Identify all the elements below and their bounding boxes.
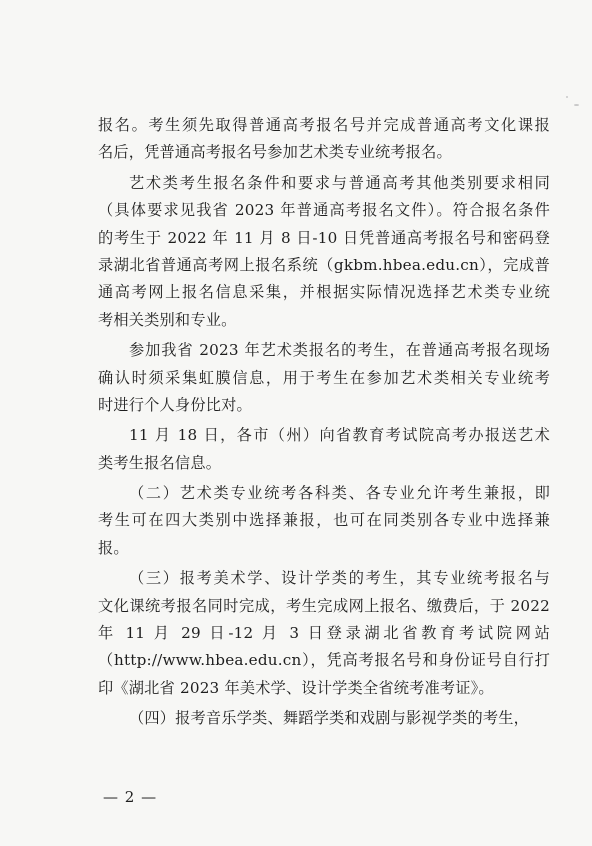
scan-speck bbox=[566, 96, 568, 98]
text-line: 考相关类别和专业。 bbox=[98, 310, 237, 329]
text-line: （三）报考美术学、设计学类的考生，其专业统考报名与 bbox=[129, 569, 550, 588]
text-line: 确认时须采集虹膜信息，用于考生在参加艺术类相关专业统考 bbox=[98, 368, 550, 387]
text-line: 录湖北省普通高考网上报名系统（gkbm.hbea.edu.cn），完成普 bbox=[98, 255, 550, 274]
text-line: 参加我省 2023 年艺术类报名的考生，在普通高考报名现场 bbox=[129, 341, 550, 360]
text-line: （四）报考音乐学类、舞蹈学类和戏剧与影视学类的考生， bbox=[129, 709, 530, 728]
page-number: — 2 — bbox=[103, 788, 158, 806]
text-line: （http://www.hbea.edu.cn），凭高考报名号和身份证号自行打 bbox=[98, 651, 550, 670]
document-body bbox=[98, 112, 550, 733]
text-line: 的考生于 2022 年 11 月 8 日-10 日凭普通高考报名号和密码登 bbox=[98, 228, 550, 247]
text-line: 文化课统考报名同时完成，考生完成网上报名、缴费后，于 2022 bbox=[98, 596, 550, 615]
text-line: 时进行个人身份比对。 bbox=[98, 395, 252, 414]
text-line: 11 月 18 日，各市（州）向省教育考试院高考办报送艺术 bbox=[129, 426, 550, 445]
text-line: 年 11 月 29 日-12 月 3 日登录湖北省教育考试院网站 bbox=[98, 624, 550, 643]
text-line: 类考生报名信息。 bbox=[98, 453, 222, 472]
text-line: 报名。考生须先取得普通高考报名号并完成普通高考文化课报 bbox=[98, 116, 550, 134]
scan-speck bbox=[574, 104, 579, 106]
text-line: 印《湖北省 2023 年美术学、设计学类全省统考准考证》。 bbox=[98, 678, 494, 697]
text-line: 艺术类考生报名条件和要求与普通高考其他类别要求相同 bbox=[129, 173, 550, 192]
text-line: （具体要求见我省 2023 年普通高考报名文件）。符合报名条件 bbox=[98, 201, 550, 220]
text-line: 考生可在四大类别中选择兼报，也可在同类别各专业中选择兼 bbox=[98, 511, 550, 530]
text-line: 名后，凭普通高考报名号参加艺术类专业统考报名。 bbox=[98, 143, 452, 162]
text-line: （二）艺术类专业统考各科类、各专业允许考生兼报，即 bbox=[129, 484, 550, 503]
text-line: 报。 bbox=[98, 538, 129, 557]
text-line: 通高考网上报名信息采集，并根据实际情况选择艺术类专业统 bbox=[98, 283, 550, 302]
